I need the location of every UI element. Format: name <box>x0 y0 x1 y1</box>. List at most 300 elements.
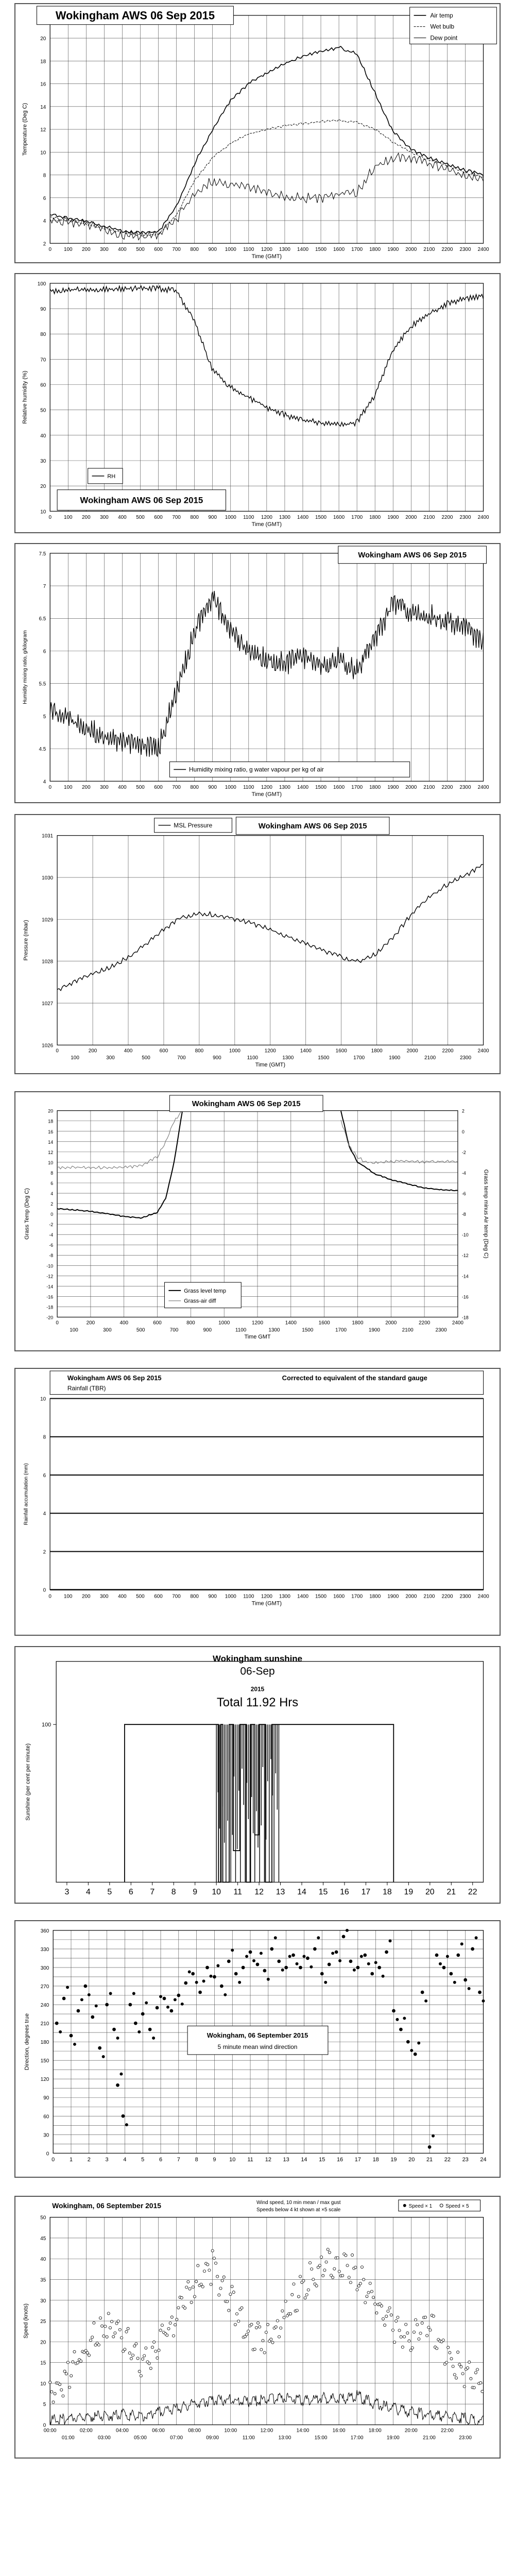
data-point-speed-x5 <box>172 2334 175 2337</box>
data-point-speed-x5 <box>354 2266 357 2268</box>
x-tick-label: 2400 <box>477 247 489 253</box>
data-point <box>349 1960 353 1963</box>
x-tick-label: 1500 <box>302 1327 314 1333</box>
data-point <box>267 1978 270 1981</box>
x-tick-label: 14 <box>297 1888 306 1897</box>
data-point <box>456 1954 460 1957</box>
data-point <box>213 1975 216 1979</box>
x-tick-label: 17 <box>361 1888 371 1897</box>
y-tick-label: 12 <box>48 1149 54 1155</box>
x-tick-label: 1800 <box>369 515 381 521</box>
x-tick-label: 2100 <box>423 785 435 791</box>
x-tick-label: 900 <box>213 1055 221 1061</box>
y-tick-label-right: -4 <box>461 1170 466 1176</box>
x-tick-label: 18 <box>383 1888 392 1897</box>
x-tick-label: 2200 <box>442 1048 454 1054</box>
data-point-speed-x5 <box>450 2358 453 2360</box>
data-point-speed-x5 <box>216 2275 219 2278</box>
data-point-speed-x5 <box>266 2323 269 2326</box>
x-tick-label: 1000 <box>225 247 236 253</box>
data-point-speed-x5 <box>192 2286 194 2289</box>
y-tick-label: 0 <box>50 1212 54 1217</box>
data-point <box>370 1972 374 1976</box>
data-point <box>198 1991 202 1994</box>
data-point <box>417 2042 420 2045</box>
chart-subtitle: 5 minute mean wind direction <box>217 2043 298 2050</box>
data-point <box>288 1955 291 1958</box>
y-axis-label: Pressure (mbar) <box>23 920 29 961</box>
y-tick-label: 120 <box>40 2077 49 2083</box>
data-point-speed-x5 <box>384 2324 386 2327</box>
data-point <box>482 1999 485 2003</box>
y-tick-label: 1031 <box>42 833 54 839</box>
data-point-speed-x5 <box>49 2381 52 2384</box>
data-point-speed-x5 <box>341 2274 344 2277</box>
x-tick-label: 1300 <box>279 785 290 791</box>
data-point-speed-x5 <box>201 2285 204 2288</box>
x-tick-label: 21 <box>447 1888 456 1897</box>
data-point <box>95 2004 98 2007</box>
x-tick-label: 3 <box>64 1888 70 1897</box>
data-point-speed-x5 <box>259 2326 261 2328</box>
data-point-speed-x5 <box>120 2336 123 2339</box>
data-point-speed-x5 <box>140 2375 142 2377</box>
data-point <box>406 2040 410 2044</box>
y-tick-label: 6.5 <box>39 616 46 622</box>
data-point-speed-x5 <box>457 2351 459 2353</box>
y-tick-label: 20 <box>40 2340 46 2346</box>
x-tick-label: 21 <box>426 2157 433 2163</box>
x-tick-label: 600 <box>159 1048 168 1054</box>
data-point-speed-x5 <box>65 2372 67 2375</box>
data-point <box>296 1962 299 1965</box>
legend-label: Air temp <box>430 11 453 19</box>
data-point-speed-x5 <box>419 2332 422 2334</box>
data-point-speed-x5 <box>156 2357 159 2359</box>
data-point <box>205 1966 209 1970</box>
data-point-speed-x5 <box>374 2303 376 2306</box>
data-point-speed-x5 <box>161 2324 163 2327</box>
data-point-speed-x5 <box>280 2327 282 2329</box>
x-tick-label: 1900 <box>389 1055 401 1061</box>
x-tick-label: 100 <box>64 247 73 253</box>
data-point <box>125 2123 128 2126</box>
x-tick-label: 0 <box>48 515 52 521</box>
data-point <box>128 2003 132 2007</box>
x-tick-label: 2000 <box>405 247 417 253</box>
x-tick-label: 2100 <box>423 247 435 253</box>
wind-direction-chart-panel <box>14 1920 501 2178</box>
data-point-speed-x5 <box>203 2270 205 2273</box>
x-tick-label: 19:00 <box>386 2435 400 2441</box>
data-point <box>353 1969 356 1972</box>
x-tick-label: 100 <box>64 785 73 791</box>
y-tick-label: -10 <box>46 1263 54 1269</box>
y-axis-label: Rainfall accumulation (mm) <box>23 1463 29 1526</box>
data-point-speed-x5 <box>390 2314 392 2316</box>
data-point-speed-x5 <box>470 2377 472 2380</box>
data-point-speed-x5 <box>234 2323 236 2326</box>
data-point-speed-x5 <box>312 2278 315 2281</box>
x-tick-label: 1700 <box>351 1594 363 1600</box>
data-point-speed-x5 <box>318 2264 321 2267</box>
x-tick-label: 2200 <box>441 785 453 791</box>
data-point-speed-x5 <box>145 2347 147 2349</box>
x-tick-label: 1900 <box>387 1594 399 1600</box>
data-point <box>310 1965 313 1969</box>
data-point-speed-x5 <box>391 2329 394 2331</box>
y-tick-label-right: 0 <box>461 1129 465 1134</box>
data-point-speed-x5 <box>50 2391 53 2393</box>
data-point <box>299 1966 302 1970</box>
y-tick-label: 60 <box>43 2114 49 2120</box>
data-point <box>335 1951 338 1954</box>
x-tick-label: 1200 <box>261 247 272 253</box>
data-point <box>181 2003 184 2006</box>
x-tick-label: 200 <box>81 1594 91 1600</box>
y-axis-label: Humidity mixing ratio, g/kilogram <box>22 630 28 704</box>
x-tick-label: 1000 <box>225 1594 236 1600</box>
data-point <box>77 2009 80 2013</box>
y-tick-label: 40 <box>40 433 46 439</box>
x-tick-label: 17:00 <box>350 2435 364 2441</box>
data-point-speed-x5 <box>208 2269 211 2272</box>
y-axis-label: Sunshine (per cent per minute) <box>25 1743 31 1821</box>
legend-label: Speed × 1 <box>408 2203 433 2209</box>
x-tick-label: 0 <box>48 1594 52 1600</box>
y-tick-label: 20 <box>40 484 46 490</box>
data-point <box>432 2134 435 2138</box>
data-point-speed-x5 <box>73 2350 76 2353</box>
y-tick-label: 4 <box>50 1191 54 1197</box>
x-tick-label: 19 <box>404 1888 414 1897</box>
data-point-speed-x5 <box>461 2372 464 2375</box>
data-point <box>166 2006 169 2009</box>
data-point-speed-x5 <box>357 2284 360 2287</box>
data-point-speed-x5 <box>250 2323 253 2326</box>
sunshine-chart-panel <box>14 1646 501 1904</box>
y-tick-label: 45 <box>40 2235 46 2242</box>
x-tick-label: 2000 <box>405 785 417 791</box>
y-tick-label: 0 <box>43 2422 46 2429</box>
data-point-speed-x5 <box>256 2321 259 2324</box>
x-tick-label: 20:00 <box>404 2428 418 2434</box>
data-point <box>98 2046 101 2050</box>
data-point-speed-x5 <box>128 2352 131 2354</box>
chart-subtitle: Speeds below 4 kt shown at ×5 scale <box>256 2207 341 2213</box>
y-tick-label: 7.5 <box>39 551 46 557</box>
data-point-speed-x5 <box>72 2361 74 2363</box>
x-tick-label: 900 <box>208 785 217 791</box>
x-tick-label: 800 <box>190 1594 199 1600</box>
y-tick-label-right: -18 <box>461 1315 469 1320</box>
data-point <box>102 2055 105 2058</box>
chart-title: Wokingham, 06 September 2015 <box>207 2031 308 2040</box>
y-axis-label: Grass Temp (Deg C) <box>24 1188 30 1240</box>
data-point <box>184 1981 187 1985</box>
data-point-speed-x5 <box>274 2326 277 2328</box>
data-point-speed-x5 <box>323 2269 326 2272</box>
data-point-speed-x5 <box>125 2330 128 2333</box>
x-tick-label: 5 <box>141 2157 145 2163</box>
x-tick-label: 800 <box>195 1048 204 1054</box>
x-tick-label: 10:00 <box>224 2428 237 2434</box>
data-point-speed-x5 <box>109 2327 111 2329</box>
data-point <box>263 1969 266 1973</box>
y-tick-label: 14 <box>48 1139 54 1145</box>
x-tick-label: 600 <box>154 515 163 521</box>
data-point-speed-x5 <box>135 2343 138 2345</box>
y-axis-label-right: Grass temp minus Air temp (Deg C) <box>483 1169 489 1259</box>
data-point-speed-x5 <box>158 2349 160 2351</box>
data-point <box>252 1959 255 1962</box>
data-point-speed-x5 <box>154 2350 157 2352</box>
data-point-speed-x5 <box>130 2357 132 2360</box>
chart-total: Total 11.92 Hrs <box>216 1696 299 1710</box>
data-point-speed-x5 <box>327 2248 329 2251</box>
legend-label: Grass level temp <box>184 1287 226 1294</box>
x-tick-label: 1600 <box>333 515 345 521</box>
y-tick-label: 0 <box>43 1587 46 1594</box>
x-tick-label: 1100 <box>243 247 254 253</box>
data-point-speed-x5 <box>174 2324 177 2326</box>
x-tick-label: 08:00 <box>188 2428 201 2434</box>
data-point-speed-x5 <box>476 2368 478 2371</box>
data-point-speed-x5 <box>195 2280 198 2283</box>
data-point-speed-x5 <box>60 2388 63 2391</box>
x-tick-label: 22:00 <box>441 2428 454 2434</box>
data-point <box>174 1998 177 2001</box>
data-point <box>105 2003 109 2007</box>
x-tick-label: 1700 <box>351 515 363 521</box>
data-point-speed-x5 <box>449 2351 451 2354</box>
data-point-speed-x5 <box>136 2357 139 2360</box>
y-tick-label: 10 <box>40 1396 46 1402</box>
data-point-speed-x5 <box>400 2335 402 2338</box>
x-tick-label: 1200 <box>264 1048 276 1054</box>
data-point-speed-x5 <box>411 2347 414 2349</box>
y-tick-label: 1028 <box>42 959 54 965</box>
x-tick-label: 10 <box>229 2157 236 2163</box>
data-point <box>377 1966 381 1970</box>
chart-date: 06-Sep <box>240 1665 275 1677</box>
x-tick-label: 1200 <box>261 785 272 791</box>
data-point-speed-x5 <box>375 2312 378 2314</box>
x-tick-label: 16:00 <box>332 2428 346 2434</box>
data-point-speed-x5 <box>193 2295 196 2298</box>
chart-title: Wokingham AWS 06 Sep 2015 <box>55 9 215 22</box>
data-point-speed-x5 <box>112 2335 115 2338</box>
x-tick-label: 22 <box>468 1888 477 1897</box>
data-point <box>291 1954 295 1957</box>
data-point-speed-x5 <box>118 2328 121 2331</box>
x-tick-label: 1700 <box>353 1055 365 1061</box>
x-tick-label: 9 <box>193 1888 198 1897</box>
rainfall-chart-panel <box>14 1368 501 1636</box>
data-point-speed-x5 <box>187 2280 190 2283</box>
data-point <box>399 2028 403 2031</box>
x-tick-label: 1900 <box>387 785 399 791</box>
chart-title: Wokingham AWS 06 Sep 2015 <box>80 495 203 505</box>
data-point-speed-x5 <box>468 2361 471 2363</box>
data-point-speed-x5 <box>228 2309 230 2312</box>
chart-title: Wokingham sunshine <box>213 1653 302 1664</box>
data-point <box>91 2015 94 2019</box>
data-point-speed-x5 <box>241 2307 243 2309</box>
x-tick-label: 04:00 <box>116 2428 129 2434</box>
x-tick-label: 8 <box>171 1888 176 1897</box>
data-point <box>281 1969 284 1972</box>
x-tick-label: 200 <box>82 515 91 521</box>
data-point-speed-x5 <box>66 2361 69 2364</box>
data-point-speed-x5 <box>104 2325 107 2328</box>
x-tick-label: 16 <box>336 2157 344 2163</box>
data-point <box>277 1960 281 1963</box>
y-tick-label: 18 <box>48 1118 54 1124</box>
data-point-speed-x5 <box>107 2312 110 2315</box>
data-point-speed-x5 <box>336 2257 339 2259</box>
data-point <box>66 1986 69 1989</box>
x-tick-label: 1500 <box>315 785 327 791</box>
y-tick-label: 50 <box>40 2215 46 2221</box>
x-tick-label: 700 <box>172 785 181 791</box>
x-tick-label: 400 <box>118 785 127 791</box>
data-point-speed-x5 <box>86 2351 89 2354</box>
data-point <box>374 1961 377 1964</box>
x-tick-label: 600 <box>154 785 163 791</box>
grass-temp-chart <box>15 1092 500 1350</box>
chart-subtitle: Wind speed, 10 min mean / max gust <box>256 2199 341 2206</box>
data-point <box>414 2053 417 2056</box>
data-point-speed-x5 <box>322 2274 324 2277</box>
data-point <box>249 1951 252 1954</box>
x-tick-label: 15 <box>318 1888 328 1897</box>
data-point <box>55 2022 59 2025</box>
x-tick-label: 900 <box>208 1594 217 1600</box>
x-tick-label: 2000 <box>405 1594 417 1600</box>
series-line-sunshine <box>125 1724 393 1882</box>
data-point <box>132 1992 135 1995</box>
x-tick-label: 700 <box>172 1594 181 1600</box>
x-tick-label: 1000 <box>225 785 236 791</box>
data-point-speed-x5 <box>226 2300 229 2303</box>
x-tick-label: 1500 <box>318 1055 330 1061</box>
data-point-speed-x5 <box>297 2295 300 2298</box>
pressure-chart-panel <box>14 814 501 1074</box>
x-tick-label: 14:00 <box>296 2428 310 2434</box>
data-point-speed-x5 <box>185 2286 188 2289</box>
x-tick-label: 900 <box>208 515 217 521</box>
sunshine-chart <box>15 1647 500 1903</box>
y-tick-label: 7 <box>43 584 46 590</box>
x-tick-label: 13 <box>276 1888 285 1897</box>
data-point <box>109 1992 112 1995</box>
data-point-speed-x5 <box>97 2344 100 2346</box>
y-tick-label: -18 <box>46 1304 54 1310</box>
data-point <box>435 1954 439 1957</box>
x-tick-label: 400 <box>118 247 127 253</box>
x-tick-label: 10 <box>212 1888 221 1897</box>
y-tick-label: 100 <box>42 1722 52 1728</box>
data-point-speed-x5 <box>296 2309 298 2312</box>
data-point-speed-x5 <box>416 2324 419 2326</box>
data-point-speed-x5 <box>346 2264 349 2267</box>
data-point-speed-x5 <box>385 2315 388 2317</box>
x-tick-label: 18 <box>372 2157 379 2163</box>
legend-label: RH <box>107 473 116 480</box>
x-tick-label: 1600 <box>335 1048 347 1054</box>
data-point-speed-x5 <box>304 2297 306 2299</box>
data-point <box>245 1955 248 1958</box>
chart-note: Corrected to equivalent of the standard gauge <box>282 1374 427 1382</box>
temperature-chart-panel <box>14 3 501 263</box>
data-point <box>363 1954 367 1957</box>
data-point-speed-x5 <box>325 2261 328 2263</box>
y-tick-label: 1029 <box>42 917 54 923</box>
x-tick-label: 3 <box>105 2157 109 2163</box>
data-point-speed-x5 <box>289 2313 292 2315</box>
plot-frame <box>56 1662 483 1883</box>
x-tick-label: 1800 <box>352 1320 364 1326</box>
x-tick-label: 20 <box>408 2157 415 2163</box>
data-point <box>389 1939 392 1942</box>
x-tick-label: 24 <box>480 2157 487 2163</box>
data-point-speed-x5 <box>99 2317 101 2319</box>
x-axis-label: Time GMT <box>244 1334 271 1341</box>
y-tick-label: 150 <box>40 2058 49 2064</box>
chart-title: Wokingham AWS 06 Sep 2015 <box>192 1100 301 1109</box>
data-point-speed-x5 <box>293 2283 295 2285</box>
x-tick-label: 200 <box>88 1048 97 1054</box>
y-tick-label: 30 <box>40 2298 46 2304</box>
data-point <box>342 1935 346 1938</box>
x-tick-label: 2200 <box>441 247 453 253</box>
data-point-speed-x5 <box>284 2300 287 2302</box>
x-tick-label: 1100 <box>235 1327 247 1333</box>
data-point-speed-x5 <box>54 2393 56 2395</box>
data-point <box>360 1955 363 1958</box>
x-tick-label: 0 <box>48 247 52 253</box>
x-tick-label: 0 <box>52 2157 55 2163</box>
data-point <box>313 1947 317 1951</box>
x-tick-label: 500 <box>142 1055 150 1061</box>
x-tick-label: 07:00 <box>170 2435 183 2441</box>
x-tick-label: 900 <box>203 1327 212 1333</box>
x-tick-label: 1800 <box>369 785 381 791</box>
rainfall-chart <box>15 1369 500 1635</box>
data-point-speed-x5 <box>213 2257 215 2260</box>
data-point <box>116 2083 119 2087</box>
data-point-speed-x5 <box>218 2294 220 2296</box>
x-tick-label: 700 <box>172 515 181 521</box>
y-tick-label: 35 <box>40 2277 46 2283</box>
x-tick-label: 9 <box>213 2157 216 2163</box>
y-tick-label: 30 <box>43 2132 49 2139</box>
data-point <box>116 2037 119 2040</box>
data-point-speed-x5 <box>453 2374 456 2376</box>
x-tick-label: 1100 <box>243 1594 254 1600</box>
x-tick-label: 400 <box>119 1320 129 1326</box>
legend-label: Wet bulb <box>430 23 455 30</box>
data-point <box>195 1981 198 1984</box>
data-point-speed-x5 <box>291 2293 294 2296</box>
data-point-speed-x5 <box>169 2321 171 2324</box>
data-point-speed-x5 <box>398 2329 401 2332</box>
x-tick-label: 500 <box>136 515 145 521</box>
data-point-speed-x5 <box>170 2316 173 2318</box>
x-tick-label: 2400 <box>452 1320 464 1326</box>
x-tick-label: 1400 <box>285 1320 297 1326</box>
